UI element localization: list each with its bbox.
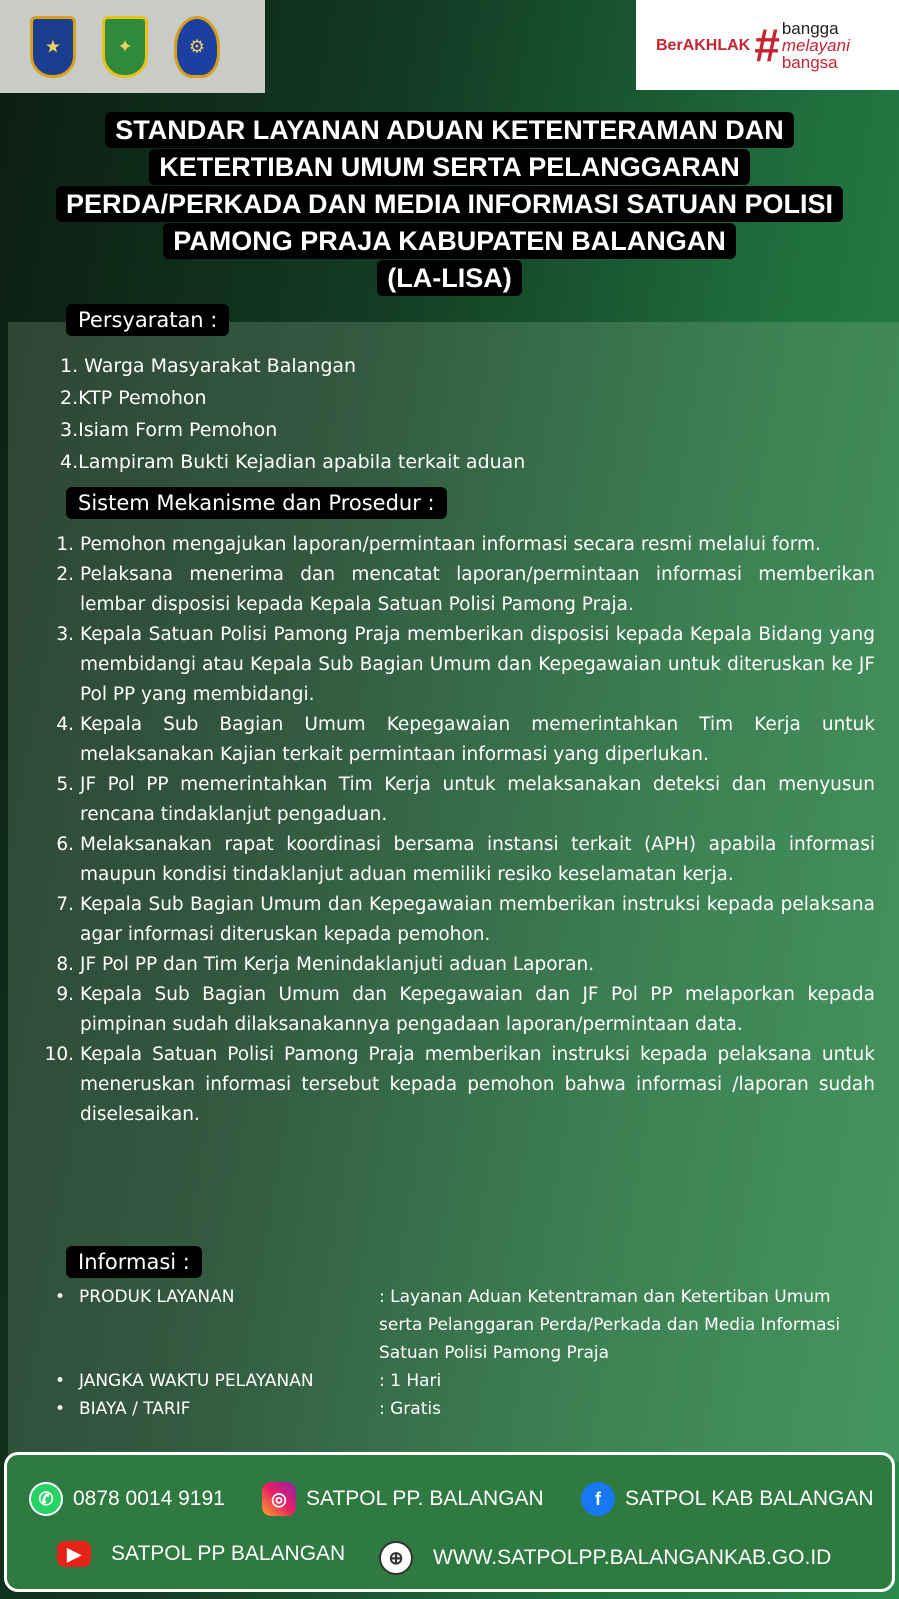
info-heading: Informasi : xyxy=(66,1246,202,1278)
whatsapp-contact[interactable]: ✆ 0878 0014 9191 xyxy=(29,1482,225,1516)
list-item: 2.KTP Pemohon xyxy=(60,387,207,409)
list-item: 1. Pemohon mengajukan laporan/permintaan informasi secara resmi melalui form. xyxy=(56,534,821,555)
contact-footer xyxy=(4,1452,895,1592)
list-item: 1. Warga Masyarakat Balangan xyxy=(60,355,357,377)
globe-icon: ⊕ xyxy=(379,1541,413,1575)
info-row-fee: • BIAYA / TARIF : Gratis xyxy=(55,1399,441,1419)
list-item: 7. Kepala Sub Bagian Umum dan Kepegawaian memberikan instruksi kepada pelaksana agar informasi diteruskan kepada pemohon. xyxy=(56,894,875,945)
requirements-heading: Persyaratan : xyxy=(66,304,229,336)
list-item: 8. JF Pol PP dan Tim Kerja Menindaklanjuti aduan Laporan. xyxy=(56,954,595,975)
list-item: 5. JF Pol PP memerintahkan Tim Kerja untuk melaksanakan deteksi dan menyusun rencana tindaklanjut pengaduan. xyxy=(56,774,875,825)
berakhlak-text: BerAKHLAK xyxy=(656,37,751,54)
list-item: 10. Kepala Satuan Polisi Pamong Praja memberikan instruksi kepada pelaksana untuk meneruskan informasi tersebut kepada pemohon bahwa informasi /laporan sudah diselesaikan. xyxy=(44,1044,875,1125)
list-item: 9. Kepala Sub Bagian Umum dan Kepegawaian dan JF Pol PP melaporkan kepada pimpinan sudah dilaksanakannya pengadaan laporan/permintaan data. xyxy=(56,984,875,1035)
list-item: 4.Lampiram Bukti Kejadian apabila terkait aduan xyxy=(60,451,526,473)
provincial-emblem-icon: ★ xyxy=(30,16,76,78)
youtube-icon: ▶ xyxy=(57,1541,91,1567)
facebook-icon: f xyxy=(581,1482,615,1516)
balangan-regency-emblem-icon: ✦ xyxy=(102,16,148,78)
instagram-icon: ◎ xyxy=(262,1482,296,1516)
hashtag-icon: # xyxy=(754,19,780,71)
instagram-contact[interactable]: ◎ SATPOL PP. BALANGAN xyxy=(262,1482,544,1516)
list-item: 4. Kepala Sub Bagian Umum Kepegawaian memerintahkan Tim Kerja untuk melaksanakan Kajian terkait permintaan informasi yang diperlukan. xyxy=(56,714,875,765)
list-item: 3. Kepala Satuan Polisi Pamong Praja memberikan disposisi kepada Kepala Bidang yang membidangi atau Kepala Sub Bagian Umum dan Kepegawaian untuk diteruskan ke JF Pol PP yang membidangi. xyxy=(56,624,875,705)
info-list xyxy=(55,1283,875,1423)
facebook-contact[interactable]: f SATPOL KAB BALANGAN xyxy=(581,1482,874,1516)
list-item: 3.Isiam Form Pemohon xyxy=(60,419,278,441)
info-row-product: • PRODUK LAYANAN : Layanan Aduan Ketentraman dan Ketertiban Umum serta Pelanggaran Perda/Perkada dan Media Informasi Satuan Polisi Pamong Praja xyxy=(55,1287,841,1363)
bangga-melayani-bangsa: bangga melayani bangsa xyxy=(781,18,850,72)
satpol-pp-emblem-icon: ⚙ xyxy=(174,16,220,78)
list-item: 2. Pelaksana menerima dan mencatat laporan/permintaan informasi memberikan lembar disposisi kepada Kepala Satuan Polisi Pamong Praja. xyxy=(56,564,875,615)
government-logos xyxy=(0,0,265,93)
website-link[interactable]: ⊕ WWW.SATPOLPP.BALANGANKAB.GO.ID xyxy=(379,1541,831,1575)
whatsapp-icon: ✆ xyxy=(29,1482,63,1516)
requirements-list xyxy=(60,350,840,478)
procedure-heading: Sistem Mekanisme dan Prosedur : xyxy=(66,487,447,519)
page-title: STANDAR LAYANAN ADUAN KETENTERAMAN DAN KETERTIBAN UMUM SERTA PELANGGARAN PERDA/PERKADA DAN MEDIA INFORMASI SATUAN POLISI PAMONG PRAJA KABUPATEN BALANGAN (LA-LISA) xyxy=(0,112,899,297)
info-row-duration: • JANGKA WAKTU PELAYANAN : 1 Hari xyxy=(55,1371,442,1391)
list-item: 6. Melaksanakan rapat koordinasi bersama instansi terkait (APH) apabila informasi maupun kondisi tindaklanjut aduan memiliki resiko keselamatan kerja. xyxy=(56,834,875,885)
youtube-contact[interactable]: ▶ SATPOL PP BALANGAN xyxy=(57,1541,345,1567)
procedure-list xyxy=(40,530,875,1130)
berakhlak-logo xyxy=(636,0,899,90)
